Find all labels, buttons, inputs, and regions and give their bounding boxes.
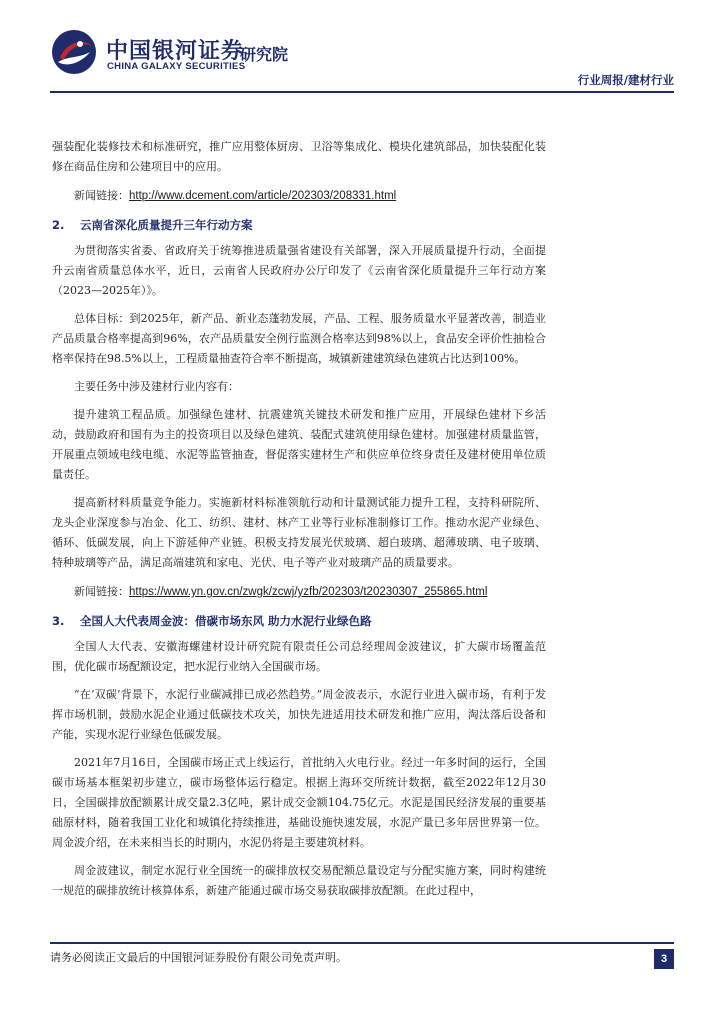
news-link-line	[52, 582, 546, 602]
news-link-label: 新闻链接：	[74, 189, 129, 202]
paragraph: 提升建筑工程品质。加强绿色建材、抗震建筑关键技术研发和推广应用，开展绿色建材下乡活动，鼓励政府和国有为主的投资项目以及绿色建筑、装配式建筑使用绿色建材。加强建材质量监管，开展重点领域电线电缆、水泥等监管抽查，督促落实建材生产和供应单位终身责任及建材使用单位质量责任。	[52, 408, 546, 481]
paragraph: 周金波建议，制定水泥行业全国统一的碳排放权交易配额总量设定与分配实施方案，同时构建统一规范的碳排放统计核算体系，新建产能通过碳市场交易获取碳排放配额。在此过程中，	[52, 864, 546, 897]
section-title: 全国人大代表周金波：借碳市场东风 助力水泥行业绿色路	[80, 614, 372, 628]
section-heading	[52, 611, 546, 631]
page-number: 3	[654, 949, 674, 969]
galaxy-logo-icon	[50, 28, 98, 76]
article-body	[52, 137, 546, 901]
paragraph: “在‘双碳’背景下，水泥行业碳减排已成必然趋势。”周金波表示，水泥行业进入碳市场，有利于发挥市场机制，鼓励水泥企业通过低碳技术攻关，加快先进适用技术研发和推广应用，淘汰落后设备和产能，实现水泥行业绿色低碳发展。	[52, 688, 546, 741]
paragraph: 为贯彻落实省委、省政府关于统筹推进质量强省建设有关部署，深入开展质量提升行动，全面提升云南省质量总体水平，近日，云南省人民政府办公厅印发了《云南省深化质量提升三年行动方案（2023—2025年）》。	[52, 244, 546, 297]
news-link[interactable]: https://www.yn.gov.cn/zwgk/zcwj/yzfb/202303/t20230307_255865.html	[129, 586, 488, 598]
section-title: 云南省深化质量提升三年行动方案	[80, 218, 253, 232]
report-section-tag: 行业周报/建材行业	[577, 73, 674, 87]
paragraph: 提高新材料质量竞争能力。实施新材料标准领航行动和计量测试能力提升工程，支持科研院所、龙头企业深度参与冶金、化工、纺织、建材、林产工业等行业标准制修订工作。推动水泥产业绿色、循环、低碳发展，向上下游延伸产业链。积极支持发展光伏玻璃、超白玻璃、超薄玻璃、电子玻璃、特种玻璃等产品，满足高端建筑和家电、光伏、电子等产业对玻璃产品的质量要求。	[52, 496, 546, 569]
section-number: 3.	[52, 614, 65, 628]
logo-english-name: CHINA GALAXY SECURITIES	[107, 61, 246, 72]
paragraph: 强装配化装修技术和标准研究，推广应用整体厨房、卫浴等集成化、模块化建筑部品，加快装配化装修在商品住房和公建项目中的应用。	[52, 140, 546, 173]
section-number: 2.	[52, 218, 65, 232]
footer-disclaimer: 请务必阅读正文最后的中国银河证券股份有限公司免责声明。	[50, 951, 347, 964]
page-header	[50, 28, 674, 90]
paragraph: 主要任务中涉及建材行业内容有：	[74, 380, 239, 393]
news-link[interactable]: http://www.dcement.com/article/202303/208331.html	[129, 190, 397, 202]
section-heading	[52, 215, 546, 235]
news-link-line	[52, 186, 546, 206]
news-link-label: 新闻链接：	[74, 585, 129, 598]
paragraph: 全国人大代表、安徽海螺建材设计研究院有限责任公司总经理周金波建议，扩大碳市场覆盖范围，优化碳市场配额设定，把水泥行业纳入全国碳市场。	[52, 640, 546, 673]
footer-divider	[50, 942, 674, 944]
header-divider	[50, 91, 674, 93]
paragraph: 总体目标：到2025年，新产品、新业态蓬勃发展，产品、工程、服务质量水平显著改善，制造业产品质量合格率提高到96%，农产品质量安全例行监测合格率达到98%以上，食品安全评价性抽检合格率保持在98.5%以上，工程质量抽查符合率不断提高，城镇新建建筑绿色建筑占比达到100%。	[52, 312, 546, 365]
institute-label: 研究院	[240, 45, 289, 64]
logo-chinese-name: 中国银河证券	[106, 39, 245, 64]
paragraph: 2021年7月16日，全国碳市场正式上线运行，首批纳入火电行业。经过一年多时间的运行，全国碳市场基本框架初步建立，碳市场整体运行稳定。根据上海环交所统计数据，截至2022年12月30日，全国碳排放配额累计成交量2.3亿吨，累计成交金额104.75亿元。水泥是国民经济发展的重要基础原材料，随着我国工业化和城镇化持续推进，基础设施快速发展，水泥产量已多年居世界第一位。周金波介绍，在未来相当长的时期内，水泥仍将是主要建筑材料。	[52, 756, 546, 849]
